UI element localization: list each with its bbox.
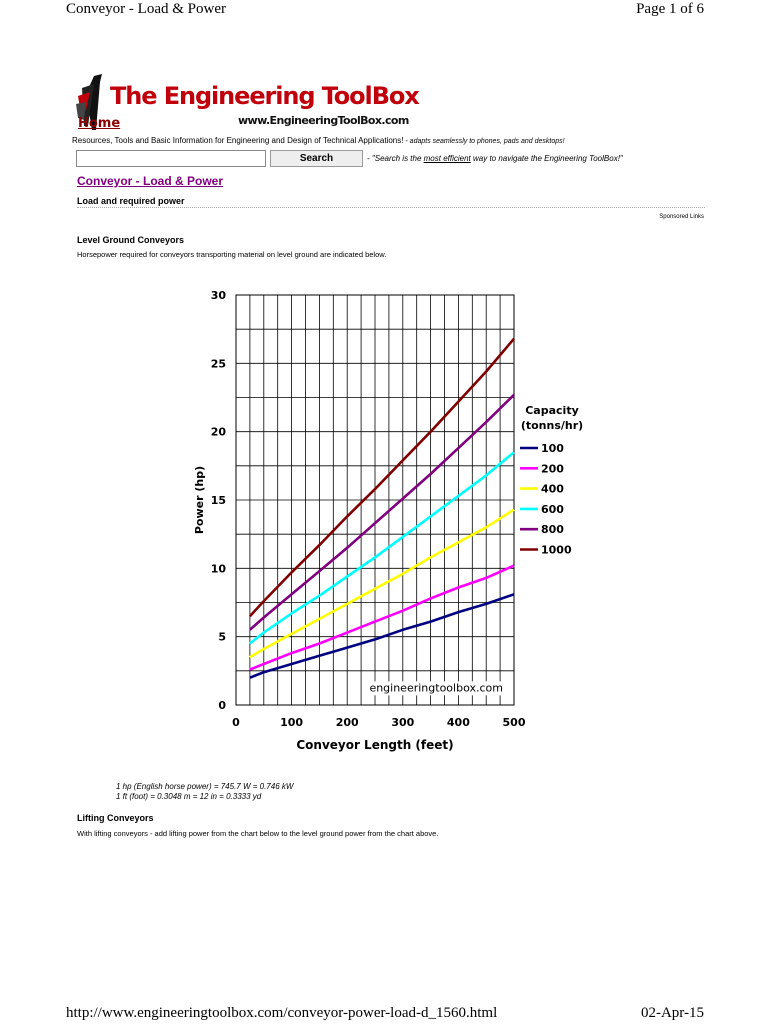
y-axis-label: Power (hp) (193, 465, 206, 535)
note-hp: 1 hp (English horse power) = 745.7 W = 0.746 kW (116, 782, 294, 791)
search-hint (367, 154, 623, 163)
tagline-suffix: - adapts seamlessly to phones, pads and desktops! (403, 138, 565, 145)
print-footer-date: 02-Apr-15 (640, 1005, 704, 1021)
power-chart (190, 280, 600, 760)
search-hint-emphasis: most efficient (423, 154, 471, 163)
sponsored-links: Sponsored Links (659, 214, 704, 220)
legend-label-400: 400 (541, 482, 564, 496)
y-tick-label: 0 (218, 699, 226, 712)
lifting-heading: Lifting Conveyors (77, 813, 154, 823)
divider (77, 207, 705, 208)
lifting-description: With lifting conveyors - add lifting power from the chart below to the level ground power from the chart above. (77, 829, 439, 838)
print-header (0, 0, 768, 22)
note-ft: 1 ft (foot) = 0.3048 m = 12 in = 0.3333 yd (116, 792, 262, 801)
y-tick-label: 20 (210, 425, 226, 439)
y-tick-label: 25 (210, 357, 226, 371)
x-axis-label: Conveyor Length (feet) (296, 738, 454, 752)
home-link[interactable]: Home (78, 116, 121, 131)
legend-title: Capacity (525, 404, 579, 417)
legend-label-600: 600 (541, 502, 564, 516)
x-tick-label: 300 (391, 716, 415, 729)
print-footer-url: http://www.engineeringtoolbox.com/conveyor-power-load-d_1560.html (66, 1005, 498, 1021)
tagline (72, 136, 712, 145)
y-tick-label: 30 (210, 289, 226, 302)
x-tick-label: 400 (446, 716, 470, 729)
unit-notes (116, 782, 293, 802)
legend-label-800: 800 (541, 523, 564, 537)
search-hint-suffix: way to navigate the Engineering ToolBox!" (470, 154, 623, 163)
watermark: engineeringtoolbox.com (369, 681, 503, 695)
search-hint-prefix: - "Search is the (367, 154, 424, 163)
legend-label-200: 200 (541, 462, 564, 476)
y-tick-label: 10 (210, 562, 226, 576)
search-input[interactable] (76, 150, 266, 167)
legend-label-1000: 1000 (541, 543, 572, 557)
legend-title: (tonns/hr) (520, 419, 584, 432)
print-footer (0, 1002, 768, 1024)
logo-url: www.EngineeringToolBox.com (238, 114, 409, 127)
level-ground-heading: Level Ground Conveyors (77, 235, 185, 245)
page-title[interactable]: Conveyor - Load & Power (77, 174, 224, 188)
x-tick-label: 200 (335, 716, 359, 729)
y-tick-label: 5 (218, 630, 226, 644)
logo-title: The Engineering ToolBox (110, 82, 419, 110)
print-header-title: Conveyor - Load & Power (66, 1, 226, 17)
x-tick-label: 100 (280, 716, 304, 729)
x-tick-label: 0 (232, 716, 240, 729)
search-button[interactable]: Search (270, 150, 363, 167)
site-logo[interactable] (74, 74, 419, 134)
tagline-main: Resources, Tools and Basic Information for Engineering and Design of Technical Applications! (72, 136, 404, 145)
page-subtitle: Load and required power (77, 196, 185, 206)
x-tick-label: 500 (502, 716, 526, 729)
y-tick-label: 15 (210, 494, 226, 507)
legend-label-100: 100 (541, 442, 564, 455)
print-header-page: Page 1 of 6 (636, 1, 704, 17)
level-ground-description: Horsepower required for conveyors transporting material on level ground are indicated below. (77, 250, 387, 259)
